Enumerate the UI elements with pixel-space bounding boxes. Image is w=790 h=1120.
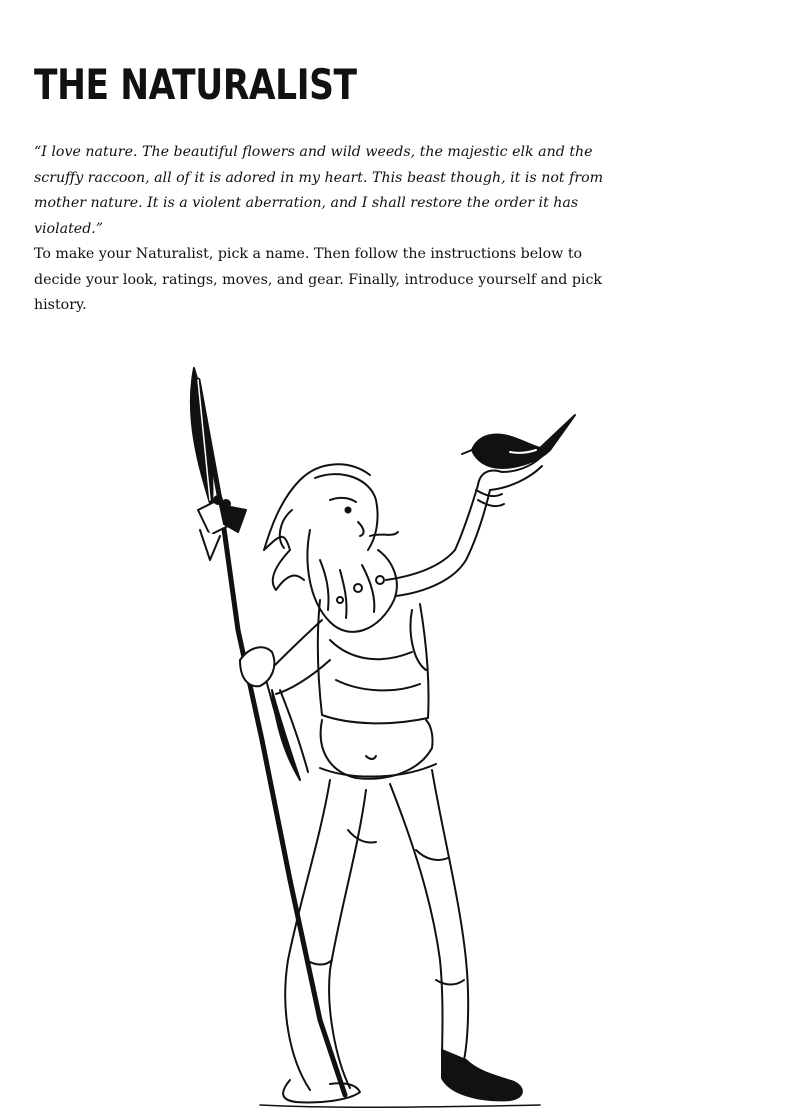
intro-paragraph: To make your Naturalist, pick a name. Then follow the instructions below to decide your look, ratings, moves, and gear. Finally, introduce yourself and pick history. <box>34 246 603 313</box>
character-quote: “I love nature. The beautiful flowers and wild weeds, the majestic elk and the scruffy raccoon, all of it is adored in my heart. This beast though, it is not from mother nature. It is a violent aberration, and I shall restore the order it has violated.” <box>34 144 604 237</box>
page-title: THE NATURALIST <box>34 60 357 109</box>
naturalist-illustration-icon <box>180 360 600 1110</box>
